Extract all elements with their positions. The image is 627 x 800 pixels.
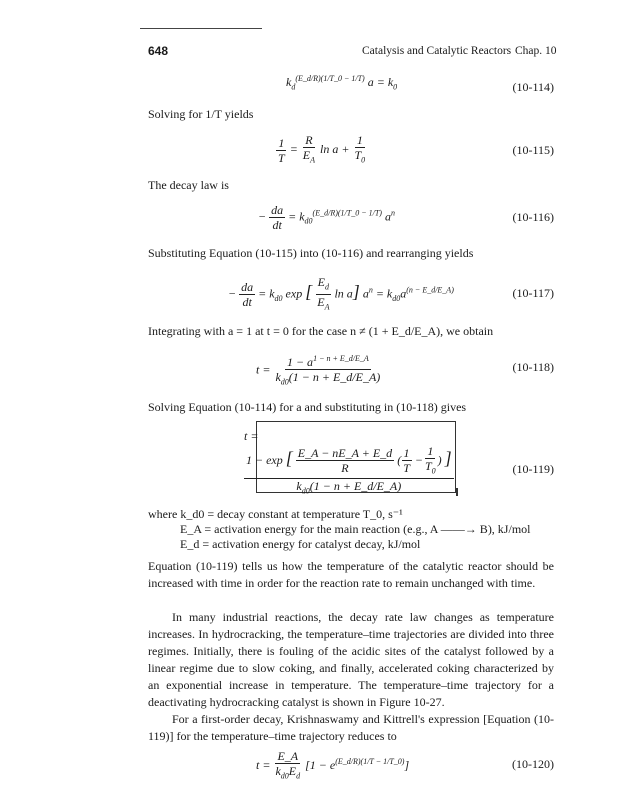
equation-10-118: t = $\frac{1 - a^{1 - n + E\_d/E\_A}}{k_{d0}(1 - n + E\_d/E\_A)}$ xyxy=(256,354,381,387)
equation-number-120: (10-120) xyxy=(512,757,554,771)
text-decay-law: The decay law is xyxy=(148,178,229,192)
equation-number-118: (10-118) xyxy=(512,360,554,374)
equation-number-119: (10-119) xyxy=(512,462,554,476)
definition-kd0: where k_d0 = decay constant at temperature T_0, s⁻¹ xyxy=(148,507,403,521)
text-substituting: Substituting Equation (10-115) into (10-116) and rearranging yields xyxy=(148,246,474,260)
text-solving-eq: Solving Equation (10-114) for a and substituting in (10-118) gives xyxy=(148,400,467,414)
equation-10-119: t = 1 − exp [ $\frac{E\_A - nE\_A + E\_d}{R}$ ( $\frac{1}{T}$ − $\frac{1}{T_0}$ ) ] $k_{d0}(1 - n$ + E_d/E_A) xyxy=(244,428,452,496)
equation-number-117: (10-117) xyxy=(512,286,554,300)
text-solving-for: Solving for 1/T yields xyxy=(148,107,254,121)
text-integrating: Integrating with a = 1 at t = 0 for the case n ≠ (1 + E_d/E_A), we obtain xyxy=(148,324,494,338)
equation-10-114: $k_d^{(E\_d/R)(1/T\_0 - 1/T)}$ $a = k_0$ xyxy=(286,74,398,92)
equation-10-116: − $\frac{da}{dt}$ = $k_{d0}^{(E\_d/R)(1/T\_0 - 1/T)}$ $a^n$ xyxy=(258,203,395,232)
chapter-label: Chap. 10 xyxy=(515,45,557,57)
equation-10-115: $\frac{1}{T}$ = $\frac{R}{E_A}$ ln a + $\frac{1}{T_0}$ xyxy=(278,133,366,165)
definition-ea: E_A = activation energy for the main reaction (e.g., A ——→ B), kJ/mol xyxy=(180,522,531,536)
running-title: Catalysis and Catalytic Reactors xyxy=(362,45,512,57)
definition-ed: E_d = activation energy for catalyst decay, kJ/mol xyxy=(180,537,421,551)
page-number: 648 xyxy=(148,44,169,58)
equation-number-114: (10-114) xyxy=(512,80,554,94)
paragraph-3: For a first-order decay, Krishnaswamy and Kittrell's expression [Equation (10-119)] for the temperature–time trajectory reduces to xyxy=(148,712,554,743)
paragraph-2: In many industrial reactions, the decay rate law changes as temperature increases. In hydrocracking, the temperature–time trajectories are divided into three regimes. Initially, there is fouling of the acidic sites of the catalyst followed by a linear regime due to slow coking, and finally, accelerated coking characterized by an exponential increase in temperature. The temperature–time trajectory for a deactivating hydrocracking catalyst is shown in Figure 10-27. xyxy=(148,610,554,709)
box-tick xyxy=(456,488,458,496)
definitions-list xyxy=(148,507,530,552)
header-rule xyxy=(140,28,262,29)
paragraph-1: Equation (10-119) tells us how the temperature of the catalytic reactor should be increased with time in order for the reaction rate to remain unchanged with time. xyxy=(148,559,554,590)
equation-10-120: t = $\frac{E\_A}{k_{d0}E_d}$ $[1 - e^{(E\_d/R)(1/T - 1/T\_0)}]$ xyxy=(256,749,410,781)
equation-10-117: − $\frac{da}{dt}$ = $k_{d0}$ exp [ $\frac{E_d}{E_A}$ ln a] $a^n = k_{d0}a^{(n - E\_d/E\_A)}$ xyxy=(228,275,454,312)
equation-number-116: (10-116) xyxy=(512,210,554,224)
equation-number-115: (10-115) xyxy=(512,143,554,157)
